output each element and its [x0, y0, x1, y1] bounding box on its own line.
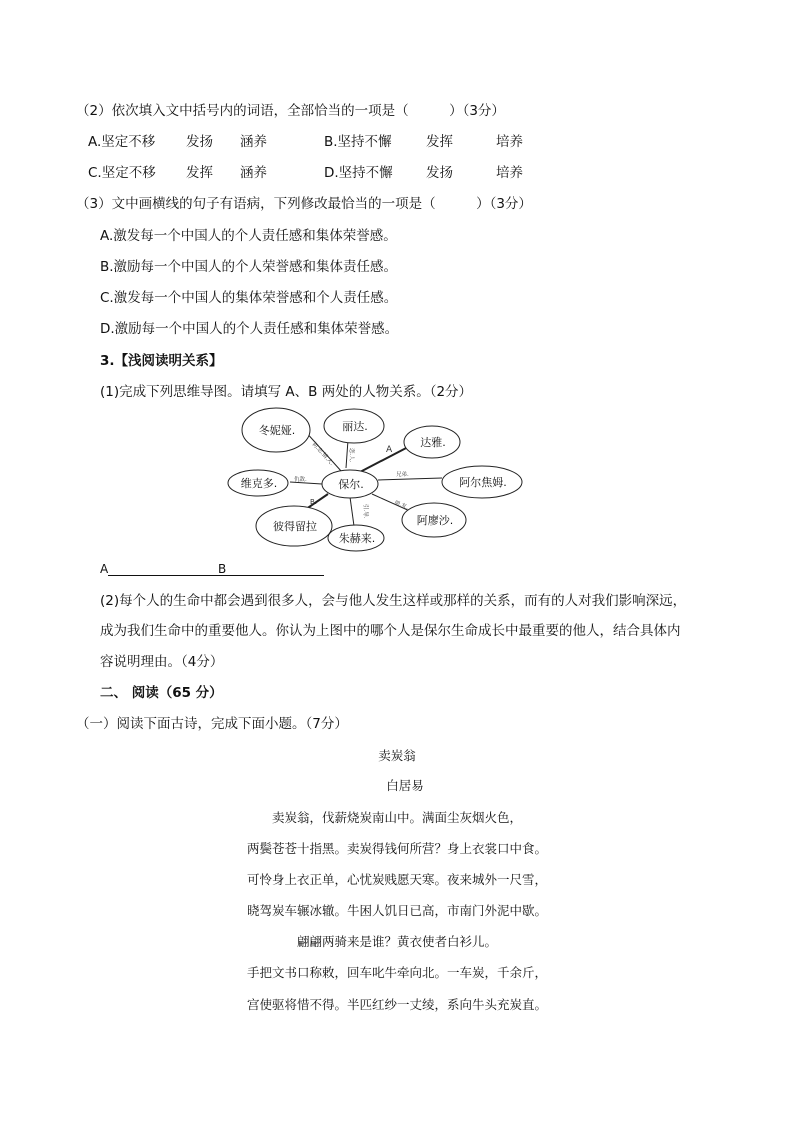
q2-option-a-w1: A.坚定不移: [88, 134, 156, 150]
q2-option-a-w2: 发扬: [186, 134, 213, 150]
q2-option-d-w2: 发扬: [426, 165, 453, 181]
node-weikeduo-label: 维克多.: [240, 477, 278, 490]
edge-label-dongni: 初.恋.情.人.: [310, 441, 335, 467]
q2-option-b-w1: B.坚持不懈: [324, 134, 392, 150]
q2-option-a: [88, 133, 155, 151]
poem-line: 手把文书口称敕，回车叱牛牵向北。一车炭，千余斤，: [246, 965, 547, 980]
edge-label-lida: 恋.人.: [348, 448, 354, 463]
answer-a-label: A: [100, 562, 109, 576]
poem-line: 宫使驱将惜不得。半匹红纱一丈绫，系向牛头充炭直。: [246, 997, 547, 1012]
node-aerjiaomu-label: 阿尔焦姆.: [459, 476, 507, 489]
node-dongni-label: 冬妮娅.: [258, 424, 296, 437]
node-baoer-label: 保尔.: [338, 478, 364, 491]
section3-sub2-line3: 容说明理由。（4分）: [100, 654, 224, 670]
node-lida-label: 丽达.: [342, 420, 368, 433]
edge-label-zhuhelai: 引.导.: [362, 504, 368, 519]
answer-a: [100, 562, 226, 576]
node-aliaosha-label: 阿廖沙.: [416, 514, 454, 527]
mind-map: [224, 404, 536, 552]
poem-line: 翩翩两骑来是谁？黄衣使者白衫儿。: [296, 934, 497, 949]
poem-line: 卖炭翁，伐薪烧炭南山中。满面尘灰烟火色，: [271, 810, 522, 825]
answer-a-blank[interactable]: [108, 562, 226, 576]
q2-option-b-w2: 发挥: [426, 134, 453, 150]
section3-sub2-line2: 成为我们生命中的重要他人。你认为上图中的哪个人是保尔生命成长中最重要的他人，结合具体内: [100, 623, 681, 639]
q3-option-d: D.激励每一个中国人的个人责任感和集体荣誉感。: [100, 321, 399, 337]
section3-sub1: (1)完成下列思维导图。请填写 A、B 两处的人物关系。（2分）: [100, 384, 473, 400]
q2-option-c-w1: C.坚定不移: [88, 165, 156, 181]
q2-option-b-w3: 培养: [496, 134, 523, 150]
q2-option-a-w3: 涵养: [240, 134, 267, 150]
node-zhuhelai-label: 朱赫来.: [338, 532, 376, 545]
edge-label-daya: A: [386, 445, 393, 455]
poem-line: 晓驾炭车辗冰辙。牛困人饥日已高，市南门外泥中歇。: [246, 903, 547, 918]
q2-option-d-w1: D.坚持不懈: [324, 165, 393, 181]
q3-option-a: A.激发每一个中国人的个人责任感和集体荣誉感。: [100, 228, 397, 244]
answer-b-blank[interactable]: [226, 562, 324, 576]
edge-label-aerjiaomu: 兄弟.: [396, 472, 409, 478]
q3-stem: （3）文中画横线的句子有语病，下列修改最恰当的一项是（ ）（3分）: [76, 196, 532, 212]
q2-stem: （2）依次填入文中括号内的词语，全部恰当的一项是（ ）（3分）: [76, 103, 505, 119]
node-bidelila-label: 彼得留拉: [273, 520, 317, 533]
poem-author: 白居易: [386, 778, 424, 793]
poem-line: 两鬓苍苍十指黑。卖炭得钱何所营？身上衣裳口中食。: [246, 841, 547, 856]
q2-option-c-w3: 涵养: [240, 165, 267, 181]
poem-line: 可怜身上衣正单，心忧炭贱愿天寒。夜来城外一尺雪，: [246, 872, 547, 887]
answer-b-label: B: [218, 562, 227, 576]
edge-label-bidelila: B.: [310, 498, 318, 506]
q3-option-b: B.激励每一个中国人的个人荣誉感和集体责任感。: [100, 259, 398, 275]
poem-title: 卖炭翁: [378, 748, 416, 763]
part2-heading: 二、 阅读（65 分）: [100, 685, 223, 701]
answer-b: [218, 562, 324, 576]
q2-option-d-w3: 培养: [496, 165, 523, 181]
edge-label-aliaosha: 朋.友.: [393, 500, 409, 511]
q3-option-c: C.激发每一个中国人的集体荣誉感和个人责任感。: [100, 290, 398, 306]
section3-title: 3.【浅阅读明关系】: [100, 353, 223, 369]
part2-sub1: （一）阅读下面古诗，完成下面小题。（7分）: [76, 716, 348, 732]
section3-sub2-line1: (2)每个人的生命中都会遇到很多人，会与他人发生这样或那样的关系，而有的人对我们影响深远，: [100, 593, 687, 609]
edge-label-weikeduo: 仇敌.: [294, 477, 307, 483]
node-daya-label: 达雅.: [420, 436, 446, 449]
q2-option-c-w2: 发挥: [186, 165, 213, 181]
